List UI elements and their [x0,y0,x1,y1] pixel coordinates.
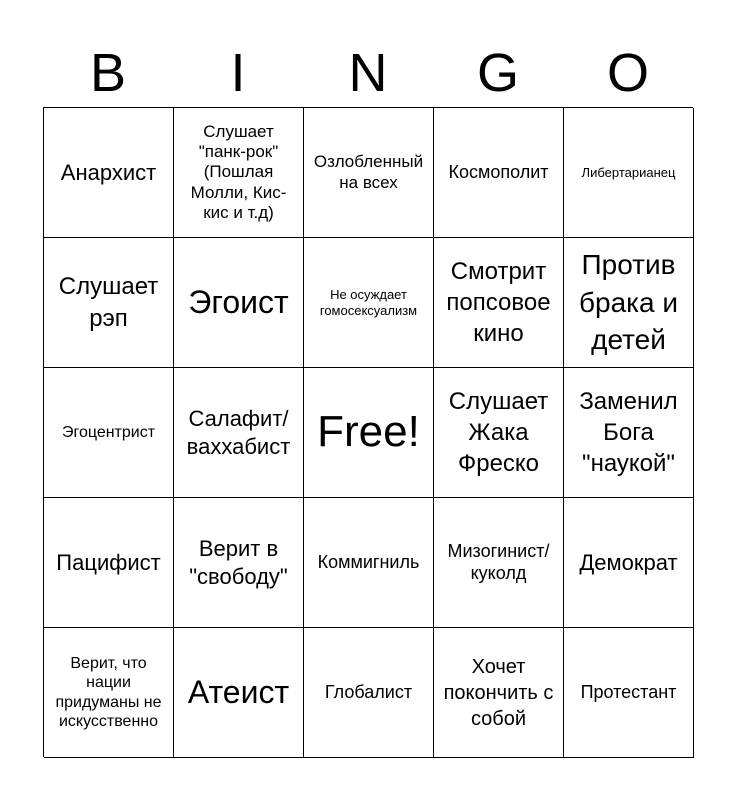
bingo-cell[interactable] [174,498,304,628]
free-space[interactable] [304,368,434,498]
bingo-cell[interactable] [564,368,694,498]
cell-text: Салафит/ ваххабист [186,406,291,459]
cell-text: Слушает рэп [58,273,159,332]
cell-text: Эгоист [188,284,289,321]
cell-text: Хочет покончить с собой [443,655,554,730]
cell-text: Демократ [579,549,678,575]
bingo-cell[interactable] [304,238,434,368]
bingo-cell[interactable] [564,498,694,628]
bingo-cell[interactable] [564,108,694,238]
header-letter-n: N [348,43,388,103]
cell-text: Глобалист [324,681,413,702]
cell-text: Коммигниль [317,551,420,572]
bingo-cell[interactable] [434,498,564,628]
bingo-header [43,40,693,106]
cell-text: Мизогинист/ куколд [447,540,550,583]
bingo-cell[interactable] [564,238,694,368]
bingo-cell[interactable] [174,108,304,238]
header-letter-b: B [89,43,127,103]
bingo-cell[interactable] [564,628,694,758]
bingo-cell[interactable] [434,108,564,238]
bingo-cell[interactable] [44,498,174,628]
cell-text: Атеист [187,674,290,711]
bingo-cell[interactable] [174,238,304,368]
cell-text: Слушает Жака Фреско [448,387,549,478]
bingo-cell[interactable] [174,368,304,498]
bingo-cell[interactable] [434,238,564,368]
bingo-cell[interactable] [434,368,564,498]
header-letter-o: O [606,43,649,103]
cell-text: Анархист [60,159,157,185]
bingo-cell[interactable] [434,628,564,758]
cell-text: Космополит [448,161,549,182]
bingo-cell[interactable] [304,628,434,758]
cell-text: Смотрит попсовое кино [446,257,551,348]
bingo-cell[interactable] [44,108,174,238]
bingo-cell[interactable] [304,108,434,238]
header-letter-i: I [230,43,246,103]
cell-text: Озлобленный на всех [313,152,424,192]
bingo-cell[interactable] [304,498,434,628]
cell-text: Слушает "панк-рок" (Пошлая Молли, Кис-кис и т.д) [190,121,287,223]
cell-text: Против брака и детей [578,248,679,356]
bingo-board [43,107,693,757]
bingo-cell[interactable] [44,238,174,368]
cell-text: Протестант [580,681,677,702]
cell-text: Пацифист [56,549,161,575]
cell-text: Верит в "свободу" [189,536,288,589]
bingo-cell[interactable] [44,628,174,758]
cell-text: Либертарианец [581,164,676,180]
cell-text: Верит, что нации придуманы не искусственно [55,655,162,730]
cell-text: Не осуждает гомосексуализм [319,286,418,318]
cell-text: Заменил Бога "наукой" [579,387,678,478]
bingo-cell[interactable] [174,628,304,758]
bingo-cell[interactable] [44,368,174,498]
header-letter-g: G [476,43,519,103]
cell-text: Эгоцентрист [61,423,156,441]
cell-text: Free! [317,407,420,457]
